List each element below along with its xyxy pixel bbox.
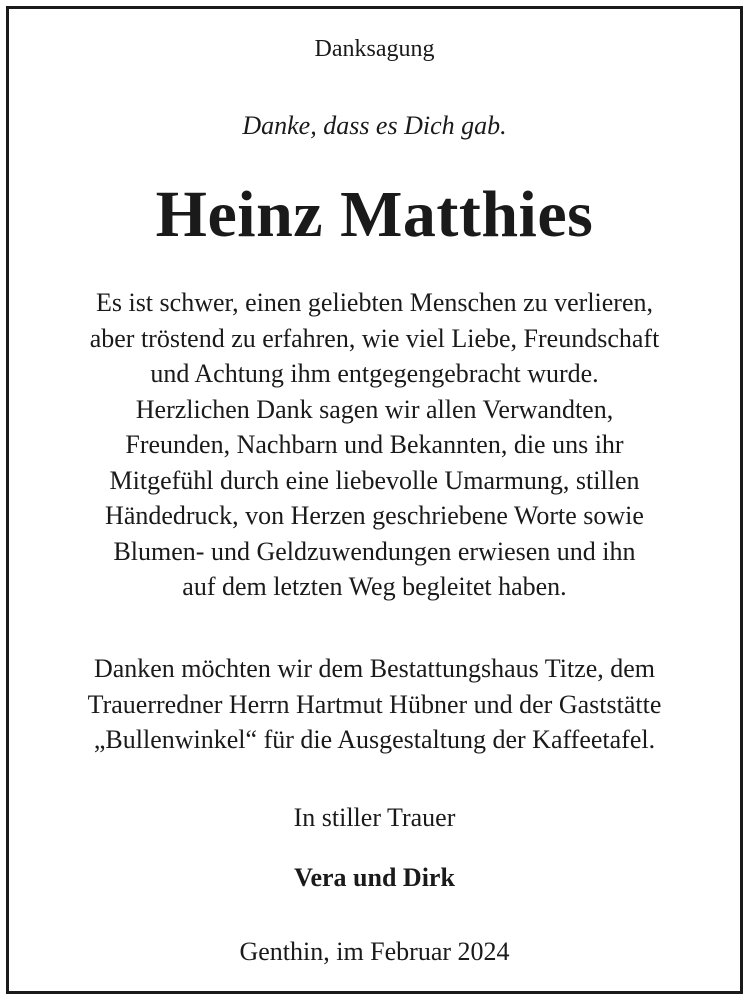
text-line: Danken möchten wir dem Bestattungshaus Titze, dem <box>93 654 656 683</box>
text-line: „Bullenwinkel“ für die Ausgestaltung der Kaffeetafel. <box>93 725 656 754</box>
notice-heading: Danksagung <box>314 36 435 62</box>
text-line: Blumen- und Geldzuwendungen erwiesen und ihn <box>113 536 636 566</box>
text-line: Freunden, Nachbarn und Bekannten, die uns ihr <box>125 430 624 459</box>
text-line: aber tröstend zu erfahren, wie viel Liebe, Freundschaft <box>89 323 660 353</box>
signatories: Vera und Dirk <box>294 863 455 892</box>
text-line: Herzlichen Dank sagen wir allen Verwandten, <box>135 394 614 424</box>
closing-phrase: In stiller Trauer <box>293 803 456 832</box>
thanks-paragraph <box>9 285 740 605</box>
motto: Danke, dass es Dich gab. <box>242 111 507 140</box>
obituary-notice <box>6 6 743 994</box>
text-line: Händedruck, von Herzen geschriebene Worte sowie <box>105 501 644 530</box>
acknowledgement-paragraph <box>9 651 740 758</box>
place-date: Genthin, im Februar 2024 <box>239 937 510 966</box>
deceased-name: Heinz Matthies <box>155 178 594 251</box>
text-line: und Achtung ihm entgegengebracht wurde. <box>150 359 599 388</box>
text-line: Es ist schwer, einen geliebten Menschen zu verlieren, <box>95 288 654 317</box>
text-line: auf dem letzten Weg begleitet haben. <box>182 572 567 601</box>
text-line: Mitgefühl durch eine liebevolle Umarmung, stillen <box>109 465 640 495</box>
text-line: Trauerredner Herrn Hartmut Hübner und der Gaststätte <box>87 689 662 719</box>
